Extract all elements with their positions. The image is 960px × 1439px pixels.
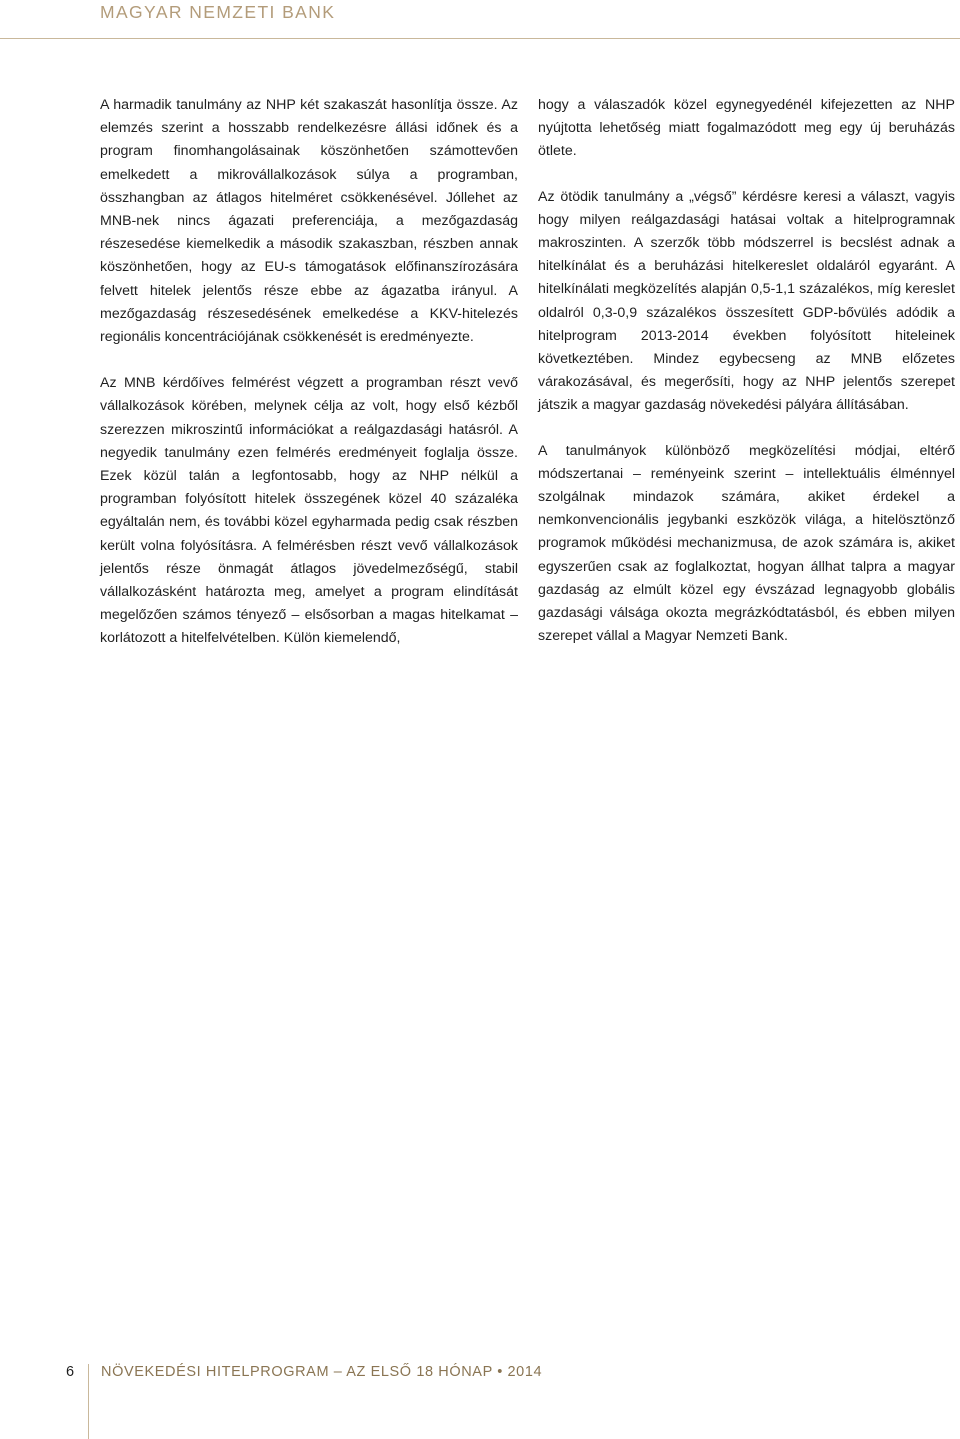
header-divider — [0, 38, 960, 39]
paragraph: Az ötödik tanulmány a „végső” kérdésre keresi a választ, vagyis hogy milyen reálgazdasági hatásai voltak a hitelprogramnak makroszinten. A szerzők több módszerrel is becslést adnak a hitelkínálat és a beruházási hitelkereslet oldaláról egyaránt. A hitelkínálati megközelítés alapján 0,5-1,1 százalékos, míg kereslet oldalról 0,3-0,9 százalékos összesített GDP-bővülés adódik a hitelprogram 2013-2014 években folyósított hiteleinek következtében. Mindez egybecseng az MNB előzetes várakozásával, és megerősíti, hogy az NHP jelentős szerepet játszik a magyar gazdaság növekedési pályára állításában. — [538, 188, 955, 414]
paragraph: hogy a válaszadók közel egynegyedénél kifejezetten az NHP nyújtotta lehetőség miatt fogalmazódott meg egy új beruházás ötlete. — [538, 97, 955, 160]
paragraph: A harmadik tanulmány az NHP két szakaszát hasonlítja össze. Az elemzés szerint a hosszabb rendelkezésre állási időnek és a program finomhangolásainak köszönhetően számottevően emelkedett a mikrovállalkozások súlya a programban, összhangban az átlagos hitelméret csökkenésével. Jóllehet az MNB-nek nincs ágazati preferenciája, a mezőgazdaság részesedése kiemelkedik a második szakaszban, részben annak köszönhetően, hogy az EU-s támogatások előfinanszírozására felvett hitelek jelentős része ebbe az ágazatba irányul. A mezőgazdaság részesedésének emelkedése a KKV-hitelezés regionális koncentrációjának csökkenését is eredményezte. — [100, 97, 518, 346]
right-column — [538, 94, 955, 648]
paragraph: Az MNB kérdőíves felmérést végzett a programban részt vevő vállalkozások körében, melynek célja az volt, hogy első kézből szerezzen mikroszintű információkat a reálgazdasági hatásról. A negyedik tanulmány ezen felmérés eredményeit foglalja össze. Ezek közül talán a legfontosabb, hogy az NHP nélkül a programban folyósított hitelek összegének közel 40 százaléka egyáltalán nem, és további közel egyharmada pedig csak részben került volna folyósításra. A felmérésben részt vevő vállalkozások jelentős része önmagát átlagos jövedelmezőségű, stabil vállalkozásként határozta meg, amelyet a program elindítását megelőzően számos tényező – elsősorban a magas hitelkamat – korlátozott a hitelfelvételben. Külön kiemelendő, — [100, 375, 518, 647]
page-number: 6 — [65, 1364, 75, 1380]
page-header — [0, 0, 960, 40]
footer-title: NÖVEKEDÉSI HITELPROGRAM – AZ ELSŐ 18 HÓNAP • 2014 — [101, 1364, 543, 1380]
header-title: MAGYAR NEMZETI BANK — [100, 2, 336, 22]
page-footer — [0, 1360, 960, 1439]
footer-divider — [88, 1364, 89, 1439]
left-column — [100, 94, 518, 651]
paragraph: A tanulmányok különböző megközelítési módjai, eltérő módszertanai – reményeink szerint – intellektuális élménnyel szolgálnak mindazok számára, akiket érdekel a nemkonvencionális jegybanki eszközök világa, a hitelösztönző programok működési mechanizmusa, de azok számára is, akiket egyszerűen csak az foglalkoztat, hogyan állhat talpra a magyar gazdaság az elmúlt közel egy évszázad legnagyobb globális gazdasági válsága okozta megrázkódtatásból, és ebben milyen szerepet vállal a Magyar Nemzeti Bank. — [538, 442, 955, 645]
